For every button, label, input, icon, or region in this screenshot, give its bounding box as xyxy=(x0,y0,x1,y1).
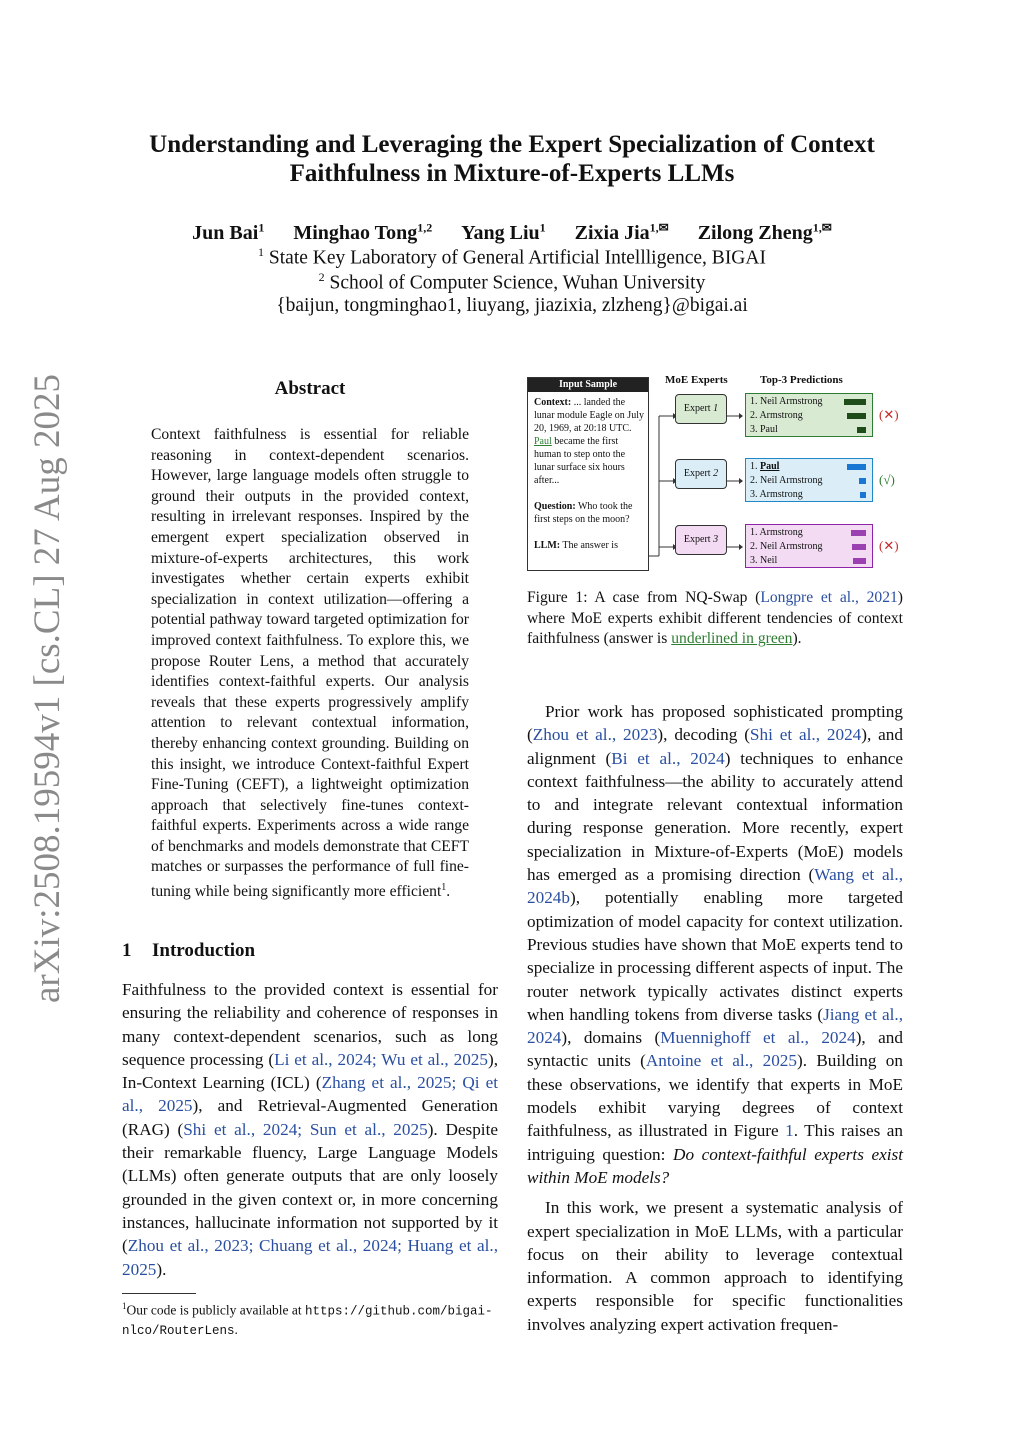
input-sample-text: Context: ... landed the lunar module Eagle on July 20, 1969, at 20:18 UTC. Paul became the first human to step onto the lunar surface six hours after... Question: Who took the first steps on the moon? LLM: The answer is xyxy=(534,397,644,551)
expert-3-predictions xyxy=(745,524,873,568)
probability-bar xyxy=(847,464,866,470)
probability-bar xyxy=(851,530,866,536)
title-line-1: Understanding and Leveraging the Expert Specialization of Context xyxy=(149,131,875,158)
footnote-divider xyxy=(122,1293,196,1294)
citation-link[interactable]: Zhang et al., 2025; Qi et al., 2025 xyxy=(122,1073,498,1116)
expert-2-predictions xyxy=(745,458,873,502)
citation-link[interactable]: Muennighoff et al., 2024 xyxy=(660,1028,856,1048)
prediction-row: 1. Neil Armstrong xyxy=(750,395,872,409)
prediction-row: 2. Neil Armstrong xyxy=(750,474,872,488)
top3-predictions-heading: Top-3 Predictions xyxy=(760,374,843,386)
title-line-2: Faithfulness in Mixture-of-Experts LLMs xyxy=(289,160,735,187)
expert-3-box: Expert 3 xyxy=(675,525,727,555)
check-mark-icon: (√) xyxy=(879,472,895,487)
probability-bar xyxy=(847,413,866,419)
author-emails: {baijun, tongminghao1, liuyang, jiazixia, zlzheng}@bigai.ai xyxy=(276,295,748,316)
citation-link[interactable]: Antoine et al., 2025 xyxy=(645,1051,797,1071)
prediction-row: 3. Paul xyxy=(750,423,872,437)
author: Yang Liu$^1$ xyxy=(461,220,546,244)
prediction-row: 1. Paul xyxy=(750,460,872,474)
figure-reference-link[interactable]: 1 xyxy=(785,1121,794,1141)
figure-caption: Figure 1: A case from NQ-Swap (Longpre et al., 2021) where MoE experts exhibit different tendencies of context faithfulness (answer is underlined in green). xyxy=(527,589,903,648)
caption-green-underline: underlined in green xyxy=(671,630,793,648)
expert-1-box: Expert 1 xyxy=(675,394,727,424)
expert-1-predictions xyxy=(745,393,873,437)
affiliation-2: $^2$ School of Computer Science, Wuhan University xyxy=(318,270,706,294)
probability-bar xyxy=(844,399,866,405)
citation-link[interactable]: Longpre et al., 2021 xyxy=(760,589,898,606)
citation-link[interactable]: Bi et al., 2024 xyxy=(611,748,725,768)
cross-mark-icon: (✕) xyxy=(879,538,899,553)
prediction-row: 1. Armstrong xyxy=(750,526,872,540)
research-question: Do context-faithful experts exist within MoE models? xyxy=(527,1144,903,1187)
probability-bar xyxy=(859,478,866,484)
affiliation-1: $^1$ State Key Laboratory of General Artificial Intellligence, BIGAI xyxy=(258,245,766,269)
abstract-text: Context faithfulness is essential for reliable reasoning in context-dependent scenarios. However, large language models often struggle to ground their outputs in the provided context, resulting in irrelevant responses. Inspired by the emergent expert specialization observed in mixture-of-experts architectures, this work investigates whether certain experts exhibit specialization in context utilization—offering a potential pathway toward targeted optimization for improved context faithfulness. To explore this, we propose Router Lens, a method that accurately identifies context-faithful experts. Our analysis reveals that these experts progressively amplify attention to relevant contextual information, thereby enhancing context grounding. Building on this insight, we introduce Context-faithful Expert Fine-Tuning (CEFT), a lightweight optimization approach that selectively fine-tunes context-faithful experts. Experiments across a wide range of benchmarks and models demonstrate that CEFT matches or surpasses the performance of full fine-tuning while being significantly more efficient$^1$. xyxy=(151,426,469,901)
paragraph-this-work: In this work, we present a systematic analysis of expert specialization in MoE LLMs, with a particular focus on their ability to leverage contextual information. A common approach to identifying experts responsible for specific functionalities involves analyzing expert activation frequen- xyxy=(527,1198,903,1334)
expert-2-box: Expert 2 xyxy=(675,459,727,489)
probability-bar xyxy=(852,544,866,550)
probability-bar xyxy=(860,492,866,498)
citation-link[interactable]: Shi et al., 2024; Sun et al., 2025 xyxy=(183,1119,428,1139)
section-heading-introduction: 1 Introduction xyxy=(122,940,256,961)
prediction-row: 2. Armstrong xyxy=(750,409,872,423)
introduction-paragraph: Faithfulness to the provided context is essential for ensuring the reliability and coherence of responses in many context-dependent scenarios, such as long sequence processing (Li et al., 2024; Wu et al., 2025), In-Context Learning (ICL) (Zhang et al., 2025; Qi et al., 2025), and Retrieval-Augmented Generation (RAG) (Shi et al., 2024; Sun et al., 2025). Despite their remarkable fluency, Large Language Models (LLMs) often generate outputs that are only loosely grounded in the given context or, in more concerning instances, hallucinate information not supported by it (Zhou et al., 2023; Chuang et al., 2024; Huang et al., 2025). xyxy=(122,980,499,1279)
prediction-row: 3. Neil xyxy=(750,554,872,568)
arxiv-identifier-stamp: arXiv:2508.19594v1 [cs.CL] 27 Aug 2025 xyxy=(27,374,68,1003)
probability-bar xyxy=(857,427,866,433)
author: Jun Bai$^1$ xyxy=(192,220,265,244)
prediction-row: 2. Neil Armstrong xyxy=(750,540,872,554)
paragraph-prior-work: Prior work has proposed sophisticated prompting (Zhou et al., 2023), decoding (Shi et al., 2024), and alignment (Bi et al., 2024) techniques to enhance context faithfulness—the ability to accurately attend to and integrate relevant contextual information during response generation. More recently, expert specialization in Mixture-of-Experts (MoE) models has emerged as a promising direction (Wang et al., 2024b), potentially enabling more targeted optimization of model capacity for context utilization. Previous studies have shown that MoE experts tend to specialize in processing different aspects of input. The router network typically activates distinct experts when handling tokens from diverse tasks (Jiang et al., 2024), domains (Muennighoff et al., 2024), and syntactic units (Antoine et al., 2025). Building on these observations, we identify that experts in MoE models exhibit varying degrees of context faithfulness, as illustrated in Figure 1. This raises an intriguing question: Do context-faithful experts exist within MoE models? xyxy=(527,702,903,1187)
input-sample-header: Input Sample xyxy=(528,378,648,392)
right-column-text xyxy=(527,700,903,1336)
author-list xyxy=(100,220,924,245)
prediction-row: 3. Armstrong xyxy=(750,488,872,502)
citation-link[interactable]: Wang et al., 2024b xyxy=(527,865,903,908)
author: Minghao Tong$^{1,2}$ xyxy=(293,220,433,244)
moe-experts-heading: MoE Experts xyxy=(665,374,728,386)
author: Zixia Jia$^{1,✉}$ xyxy=(574,220,669,244)
footnote-mark[interactable]: 1 xyxy=(441,882,447,894)
figure-1 xyxy=(527,374,903,572)
citation-link[interactable]: Zhou et al., 2023 xyxy=(532,725,658,745)
citation-link[interactable]: Zhou et al., 2023; Chuang et al., 2024; Huang et al., 2025 xyxy=(122,1236,498,1279)
probability-bar xyxy=(853,558,866,564)
citation-link[interactable]: Li et al., 2024; Wu et al., 2025 xyxy=(274,1049,488,1069)
answer-underlined: Paul xyxy=(534,436,552,447)
citation-link[interactable]: Shi et al., 2024 xyxy=(749,725,862,745)
author: Zilong Zheng$^{1,✉}$ xyxy=(697,220,832,244)
cross-mark-icon: (✕) xyxy=(879,407,899,422)
footnote: $^1$Our code is publicly available at https://github.com/bigai-nlco/RouterLens. xyxy=(122,1301,493,1338)
citation-link[interactable]: Jiang et al., 2024 xyxy=(527,1004,903,1048)
abstract-heading: Abstract xyxy=(274,378,346,399)
paper-title xyxy=(100,130,924,188)
code-url-link[interactable]: https://github.com/bigai-nlco/RouterLens xyxy=(122,1304,493,1338)
